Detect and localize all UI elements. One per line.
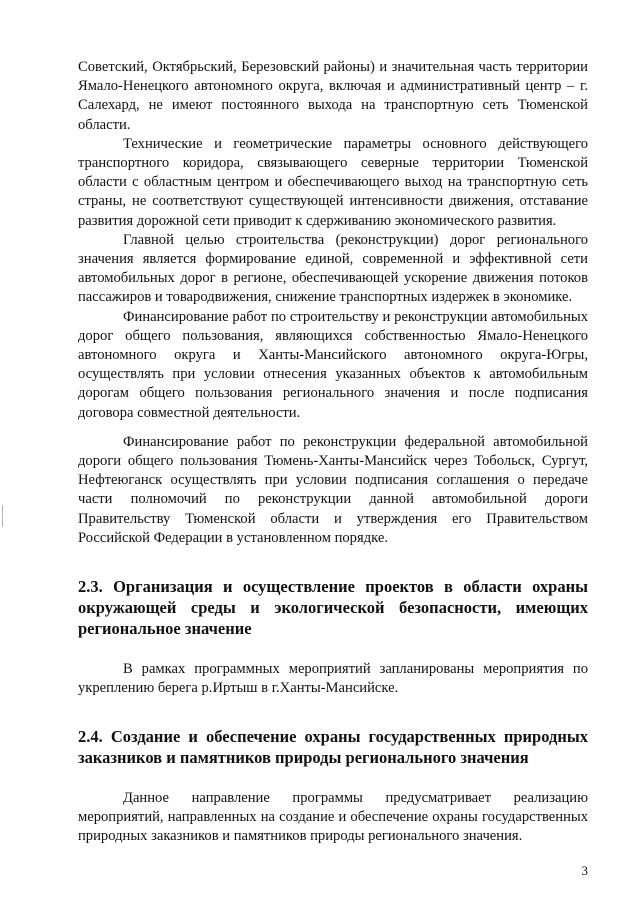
- paragraph-financing-federal-road: Финансирование работ по реконструкции федеральной автомобильной дороги общего пользования Тюмень-Ханты-Мансийск через Тобольск, Сургут, Нефтеюганск осуществлять при условии подписания соглашения о передаче части полномочий по реконструкции данной автомобильной дороги Правительству Тюменской области и утверждения его Правительством Российской Федерации в установленном порядке.: [78, 433, 588, 546]
- section-2-4-text: Данное направление программы предусматривает реализацию мероприятий, направленных на создание и обеспечение охраны государственных природных заказников и памятников природы регионального значения.: [78, 789, 588, 844]
- section-2-3-text: В рамках программных мероприятий запланированы мероприятия по укреплению берега р.Иртыш в г.Ханты-Мансийске.: [78, 660, 588, 696]
- paragraph-financing-roads: Финансирование работ по строительству и реконструкции автомобильных дорог общего пользования, являющихся собственностью Ямало-Ненецкого автономного округа и Ханты-Мансийского автономного округа-Югры, осуществлять при условии отнесения указанных объектов к автомобильным дорогам общего пользования регионального значения и после подписания договора совместной деятельности.: [78, 308, 588, 421]
- paragraph-continuation: Советский, Октябрьский, Березовский районы) и значительная часть территории Ямало-Ненецкого автономного округа, включая и административный центр – г. Салехард, не имеют постоянного выхода на транспортную сеть Тюменской области.: [78, 59, 588, 133]
- paragraph-technical-parameters: Технические и геометрические параметры основного действующего транспортного коридора, связывающего северные территории Тюменской области с областным центром и обеспечивающего выход на транспортную сеть страны, не соответствуют существующей интенсивности движения, отставание развития дорожной сети приводит к сдерживанию экономического развития.: [78, 135, 588, 229]
- page-number: 3: [581, 863, 588, 878]
- paragraph-main-goal: Главной целью строительства (реконструкции) дорог регионального значения является формирование единой, современной и эффективной сети автомобильных дорог в регионе, обеспечивающей ускорение движения потоков пассажиров и товародвижения, снижение транспортных издержек в экономике.: [78, 231, 588, 306]
- document-page: [78, 58, 588, 846]
- section-2-4-heading: 2.4. Создание и обеспечение охраны государственных природных заказников и памятников природы регионального значения: [78, 727, 588, 768]
- scan-edge-mark: [2, 505, 3, 527]
- section-2-3-heading: 2.3. Организация и осуществление проектов в области охраны окружающей среды и экологической безопасности, имеющих региональное значение: [78, 577, 588, 639]
